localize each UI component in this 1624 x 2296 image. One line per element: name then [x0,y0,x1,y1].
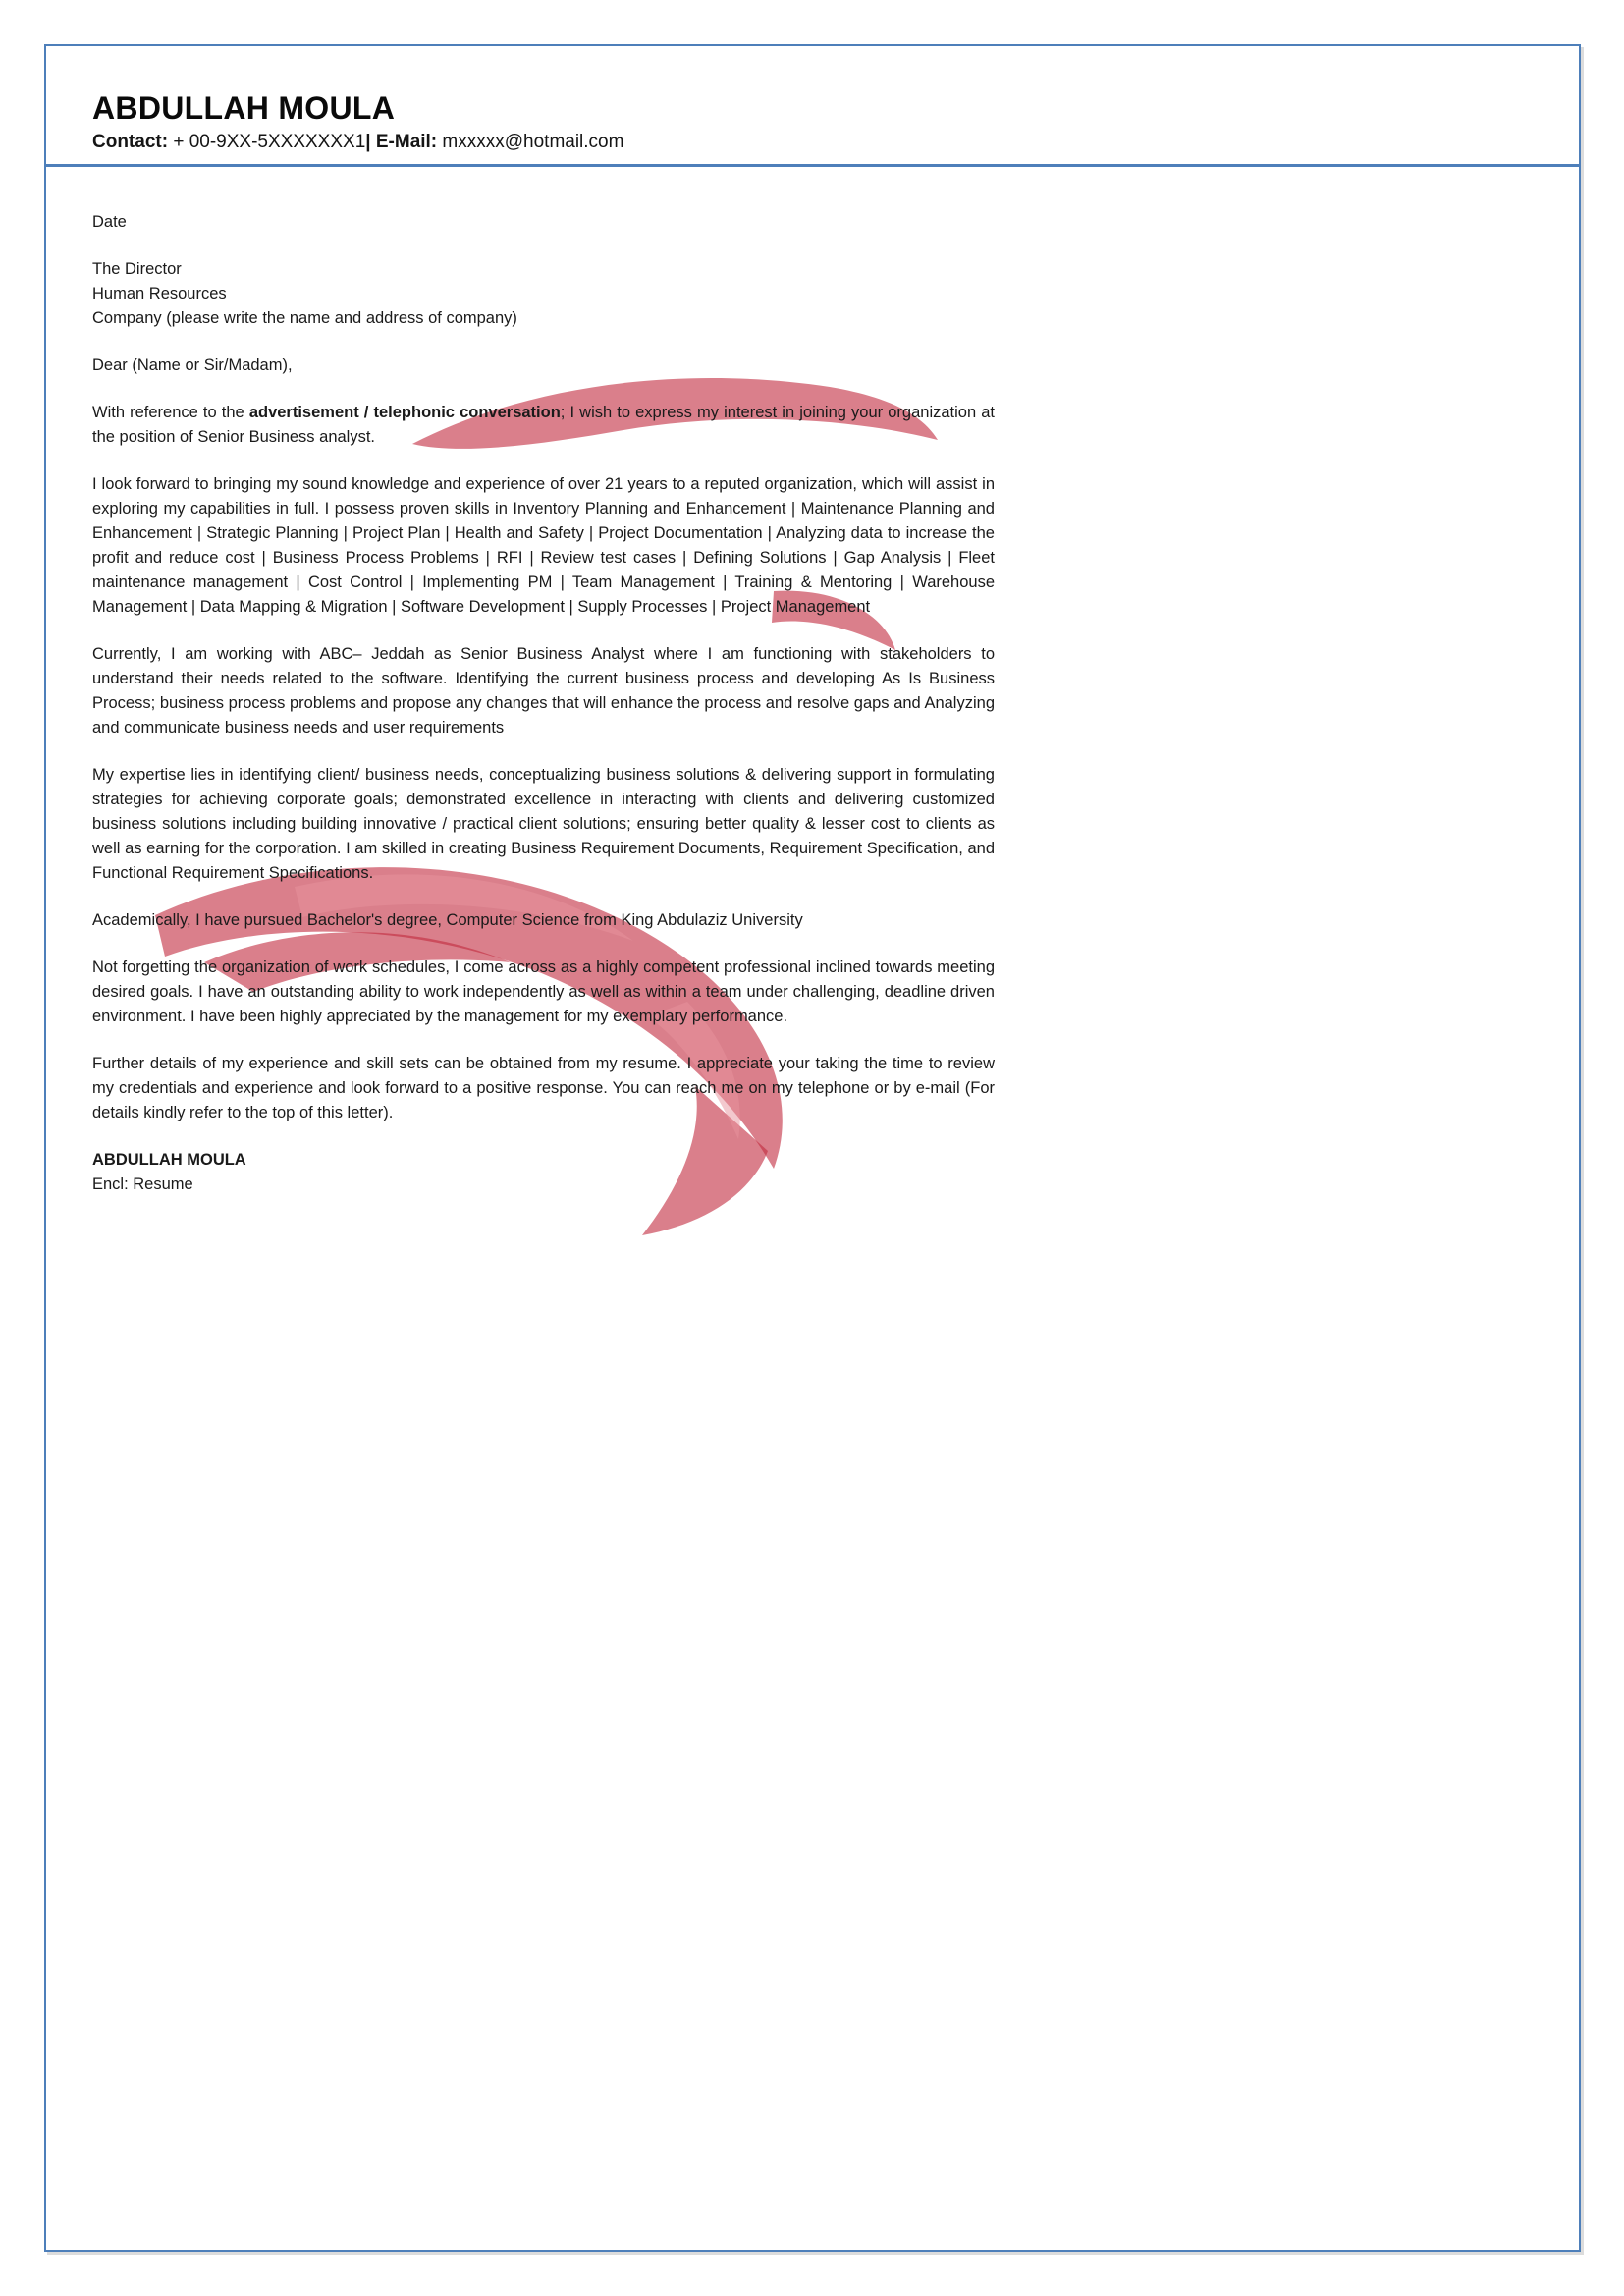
paragraph-current-role: Currently, I am working with ABC– Jeddah as Senior Business Analyst where I am functioning with stakeholders to understand their needs related to the software. Identifying the current business process and developing As Is Business Process; business process problems and propose any changes that will enhance the process and resolve gaps and Analyzing and communicate business needs and user requirements [92,645,995,737]
paragraph-reference [92,401,995,450]
paragraph-work-ethic: Not forgetting the organization of work schedules, I come across as a highly competent professional inclined towards meeting desired goals. I have an outstanding ability to work independently as well as within a team under challenging, deadline driven environment. I have been highly appreciated by the management for my exemplary performance. [92,958,995,1025]
sender-name: ABDULLAH MOULA [92,90,396,126]
reference-text-bold: advertisement / telephonic conversation [248,404,561,421]
letter-body [92,210,995,1197]
date-line: Date [92,213,127,231]
reference-text-before: With reference to the [92,404,249,421]
recipient-line: Human Resources [92,285,227,302]
contact-label: Contact: [92,132,169,152]
contact-value: + 00-9XX-5XXXXXXX1 [168,132,366,152]
paragraph-skills: I look forward to bringing my sound knowledge and experience of over 21 years to a reputed organization, which will assist in exploring my capabilities in full. I possess proven skills in Inventory Planning and Enhancement | Maintenance Planning and Enhancement | Strategic Planning | Project Plan | Health and Safety | Project Documentation | Analyzing data to increase the profit and reduce cost | Business Process Problems | RFI | Review test cases | Defining Solutions | Gap Analysis | Fleet maintenance management | Cost Control | Implementing PM | Team Management | Training & Mentoring | Warehouse Management | Data Mapping & Migration | Software Development | Supply Processes | Project Management [92,475,995,616]
recipient-line: Company (please write the name and address of company) [92,309,517,327]
contact-line [92,131,1624,154]
enclosure-note: Encl: Resume [92,1175,193,1193]
recipient-line: The Director [92,260,182,278]
email-label: | E-Mail: [365,132,438,152]
header-divider [46,164,1579,167]
signature-block [92,1148,995,1197]
recipient-block [92,257,995,331]
signature-name: ABDULLAH MOULA [92,1151,246,1169]
paragraph-closing: Further details of my experience and skill sets can be obtained from my resume. I appreciate your taking the time to review my credentials and experience and look forward to a positive response. You can reach me on my telephone or by e-mail (For details kindly refer to the top of this letter). [92,1055,995,1121]
paragraph-expertise: My expertise lies in identifying client/ business needs, conceptualizing business solutions & delivering support in formulating strategies for achieving corporate goals; demonstrated excellence in interacting with clients and delivering customized business solutions including building innovative / practical client solutions; ensuring better quality & lesser cost to clients as well as earning for the corporation. I am skilled in creating Business Requirement Documents, Requirement Specification, and Functional Requirement Specifications. [92,766,995,882]
salutation: Dear (Name or Sir/Madam), [92,356,293,374]
paragraph-education: Academically, I have pursued Bachelor's degree, Computer Science from King Abdulaziz University [92,911,803,929]
reference-text-after: ; I wish to express my interest in joining your organization at the position of Senior Business analyst. [92,404,996,446]
email-value: mxxxxx@hotmail.com [437,132,624,152]
